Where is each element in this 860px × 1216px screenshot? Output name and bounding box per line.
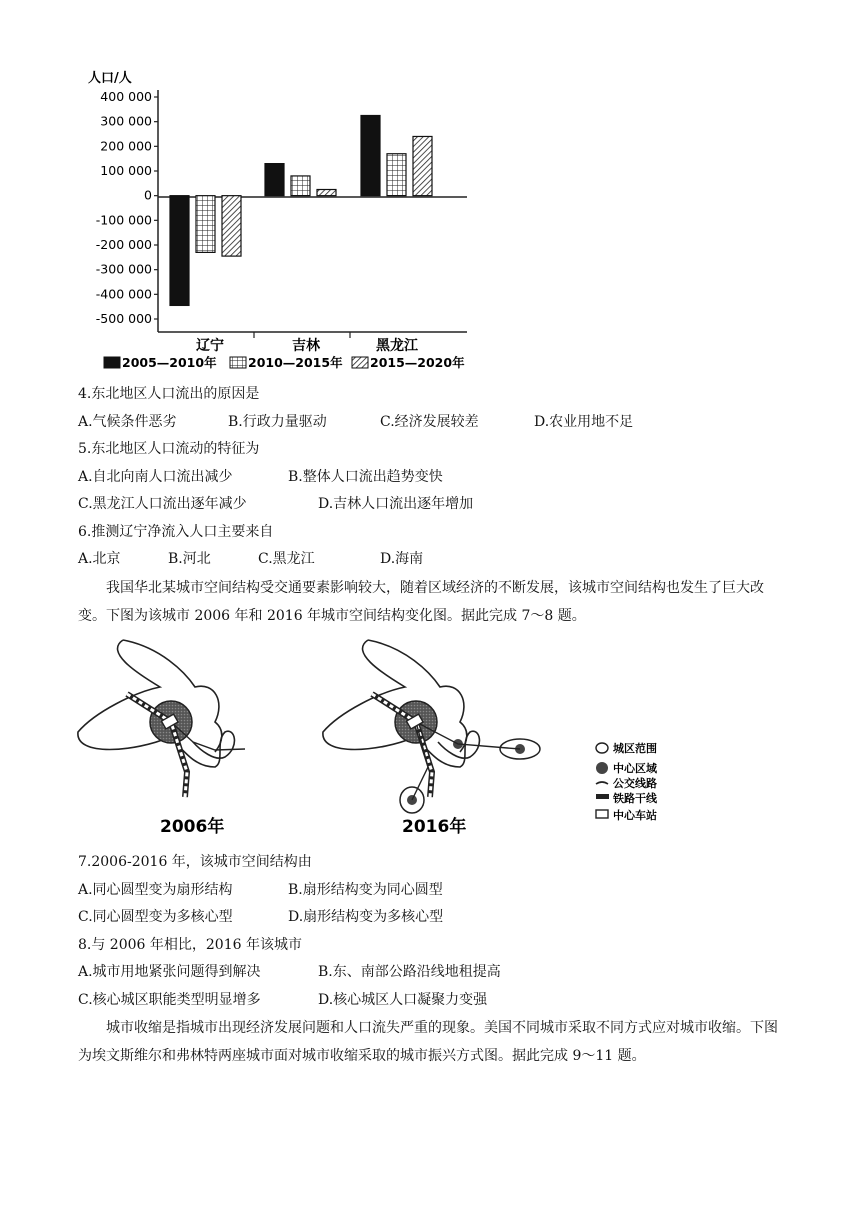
y-axis-label: 人口/人 [88, 71, 132, 86]
bar-1-1 [170, 196, 189, 306]
y-tick-label: 400 000 [100, 89, 152, 104]
q5-option-a[interactable]: A.自北向南人口流出减少 [78, 468, 233, 485]
q7-stem: 7.2006-2016 年，该城市空间结构由 [78, 854, 312, 870]
q4-option-b[interactable]: B.行政力量驱动 [228, 413, 327, 430]
y-tick-label: 300 000 [100, 113, 152, 129]
q8-option-a[interactable]: A.城市用地紧张问题得到解决 [78, 964, 261, 980]
q4-option-c[interactable]: C.经济发展较差 [380, 413, 479, 430]
q5-option-d[interactable]: D.吉林人口流出逐年增加 [318, 496, 474, 512]
map-2016 [323, 640, 540, 837]
q7-option-a[interactable]: A.同心圆型变为扇形结构 [78, 881, 233, 898]
q6-options [78, 546, 798, 574]
q8-option-d[interactable]: D.核心城区人口凝聚力变强 [318, 991, 488, 1008]
q8-options-row1 [78, 959, 798, 987]
q7-option-d[interactable]: D.扇形结构变为多核心型 [288, 909, 444, 925]
y-tick-label: 200 000 [100, 138, 152, 154]
map-2006 [78, 640, 245, 837]
label-2016: 2016年 [402, 817, 467, 837]
q4-stem: 4.东北地区人口流出的原因是 [78, 386, 260, 402]
q8-options-row2 [78, 987, 798, 1015]
y-tick-label: 100 000 [100, 163, 152, 178]
bar-2-2 [291, 176, 310, 196]
q6-option-d[interactable]: D.海南 [380, 551, 424, 567]
q8-option-b[interactable]: B.东、南部公路沿线地租提高 [318, 964, 501, 980]
q7-option-b[interactable]: B.扇形结构变为同心圆型 [288, 881, 443, 898]
q5-options-row2 [78, 491, 798, 519]
q6-stem: 6.推测辽宁净流入人口主要来自 [78, 523, 274, 540]
label-2006: 2006年 [160, 817, 225, 837]
legend-bus-line: 公交线路 [613, 777, 657, 790]
legend-central-area-icon [596, 762, 608, 774]
legend-central-station: 中心车站 [613, 809, 657, 822]
city-structure-figure [75, 632, 705, 842]
legend-label-1: 2005—2010年 [122, 355, 217, 370]
category-label: 辽宁 [196, 338, 224, 354]
category-label: 吉林 [292, 338, 320, 354]
bar-3-3 [413, 136, 432, 195]
map-legend [596, 741, 658, 822]
population-flow-chart [82, 70, 482, 375]
legend-urban-area: 城区范围 [613, 742, 657, 755]
questions-7-8 [78, 849, 798, 1070]
bar-1-3 [361, 116, 380, 196]
y-tick-label: 0 [144, 187, 152, 203]
y-tick-label: -400 000 [95, 286, 152, 302]
y-tick-label: -500 000 [95, 311, 152, 326]
legend-railway-icon [596, 794, 609, 799]
bar-3-2 [317, 190, 336, 196]
y-tick-label: -300 000 [95, 261, 152, 277]
intro-paragraph-7-8: 我国华北某城市空间结构受交通要素影响较大，随着区域经济的不断发展，该城市空间结构也发生了巨大改变。下图为该城市 2006 年和 2016 年城市空间结构变化图。据此完成 7～8 题。 [78, 579, 764, 624]
q5-option-b[interactable]: B.整体人口流出趋势变快 [288, 468, 443, 485]
legend-label-3: 2015—2020年 [370, 355, 465, 370]
category-label: 黑龙江 [376, 338, 418, 354]
legend-swatch-3 [352, 357, 368, 368]
bar-1-2 [265, 164, 284, 196]
legend-swatch-2 [230, 357, 246, 368]
bar-2-3 [387, 154, 406, 196]
legend-central-area: 中心区域 [613, 762, 657, 775]
legend-railway: 铁路干线 [613, 792, 657, 805]
q5-option-c[interactable]: C.黑龙江人口流出逐年减少 [78, 496, 247, 512]
questions-4-6 [78, 381, 798, 630]
legend-urban-area-icon [596, 743, 608, 753]
bar-3-1 [222, 196, 241, 256]
q5-options-row1 [78, 464, 798, 492]
q7-option-c[interactable]: C.同心圆型变为多核心型 [78, 909, 233, 925]
q4-option-d[interactable]: D.农业用地不足 [534, 413, 634, 430]
q6-option-a[interactable]: A.北京 [78, 551, 121, 567]
q7-options-row1 [78, 877, 798, 905]
q8-option-c[interactable]: C.核心城区职能类型明显增多 [78, 991, 261, 1008]
legend-swatch-1 [104, 357, 120, 368]
q5-stem: 5.东北地区人口流动的特征为 [78, 441, 260, 457]
q8-stem: 8.与 2006 年相比，2016 年该城市 [78, 936, 302, 953]
y-tick-label: -100 000 [95, 212, 152, 228]
legend-bus-line-icon [596, 782, 608, 784]
q4-option-a[interactable]: A.气候条件恶劣 [78, 413, 177, 430]
legend-central-station-icon [596, 810, 608, 818]
q6-option-c[interactable]: C.黑龙江 [258, 551, 315, 567]
q6-option-b[interactable]: B.河北 [168, 551, 211, 567]
y-tick-label: -200 000 [95, 237, 152, 252]
q4-options [78, 409, 798, 437]
legend-label-2: 2010—2015年 [248, 355, 343, 370]
bar-2-1 [196, 196, 215, 253]
intro-paragraph-9-11: 城市收缩是指城市出现经济发展问题和人口流失严重的现象。美国不同城市采取不同方式应对城市收缩。下图为埃文斯维尔和弗林特两座城市面对城市收缩采取的城市振兴方式图。据此完成 9～11 题。 [78, 1020, 778, 1064]
q7-options-row2 [78, 904, 798, 932]
